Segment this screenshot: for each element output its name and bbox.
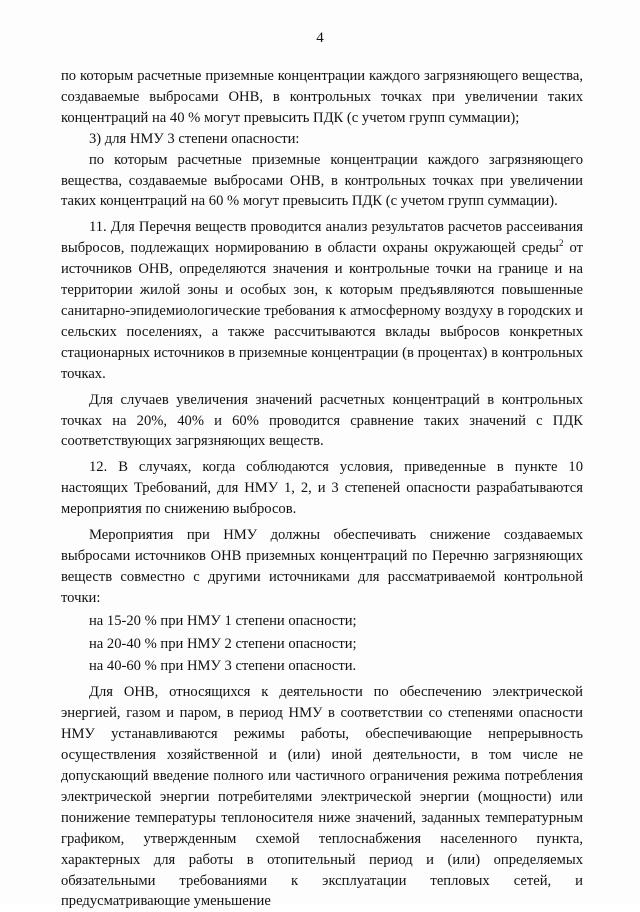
paragraph-4-text: 11. Для Перечня веществ проводится анализ результатов расчетов рассеивания выбросов, подлежащих нормированию в области охраны окружающей среды (61, 219, 583, 257)
footnote-mark: 2 (558, 238, 564, 249)
paragraph-7: Мероприятия при НМУ должны обеспечивать снижение создаваемых выбросами источников ОНВ приземных концентраций по Перечню загрязняющих веществ совместно с другими источниками для рассматриваемой контрольной точки: (61, 527, 583, 606)
list-item-3: на 40-60 % при НМУ 3 степени опасности. (89, 658, 357, 675)
paragraph-8: Для ОНВ, относящихся к деятельности по обеспечению электрической энергией, газом и паром, в период НМУ в соответствии со степенями опасности НМУ устанавливаются режимы работы, обеспечивающие непрерывность осуществления хозяйственной и (или) иной деятельности, в том числе не допускающий введение полного или частичного ограничения режима потребления электрической энергии потребителями электрической энергии (мощности) или понижение температуры теплоносителя ниже значений, заданных температурным графиком, утвержденным схемой теплоснабжения населенного пункта, характерных для работы в отопительный период и (или) определяемых обязательными требованиями к эксплуатации тепловых сетей, и предусматривающие уменьшение (61, 684, 583, 910)
paragraph-5: Для случаев увеличения значений расчетных концентраций в контрольных точках на 20%, 40% и 60% проводится сравнение таких значений с ПДК соответствующих загрязняющих веществ. (61, 391, 583, 450)
page-number: 4 (316, 30, 324, 46)
document-body (61, 66, 583, 912)
paragraph-6: 12. В случаях, когда соблюдаются условия, приведенные в пункте 10 настоящих Требований, для НМУ 1, 2, и 3 степеней опасности разрабатываются мероприятия по снижению выбросов. (61, 459, 583, 518)
paragraph-1: по которым расчетные приземные концентрации каждого загрязняющего вещества, создаваемые выбросами ОНВ, в контрольных точках при увеличении таких концентраций на 40 % могут превысить ПДК (с учетом групп суммации); (61, 68, 583, 126)
paragraph-3: по которым расчетные приземные концентрации каждого загрязняющего вещества, создаваемые выбросами ОНВ, в контрольных точках при увеличении таких концентраций на 60 % могут превысить ПДК (с учетом групп суммации). (61, 151, 583, 210)
list-item-2: на 20-40 % при НМУ 2 степени опасности; (89, 635, 357, 652)
list-item-1: на 15-20 % при НМУ 1 степени опасности; (89, 612, 357, 629)
paragraph-4-continued: от источников ОНВ, определяются значения и контрольные точки на границе и на территории жилой зоны и особых зон, к которым предъявляются повышенные санитарно-эпидемиологические требования к атмосферному воздуху в городских и сельских поселениях, а также рассчитываются вклады выбросов конкретных стационарных источников в приземные концентрации (в процентах) в контрольных точках. (61, 240, 583, 382)
paragraph-4 (61, 217, 583, 384)
paragraph-2: 3) для НМУ 3 степени опасности: (89, 130, 300, 147)
